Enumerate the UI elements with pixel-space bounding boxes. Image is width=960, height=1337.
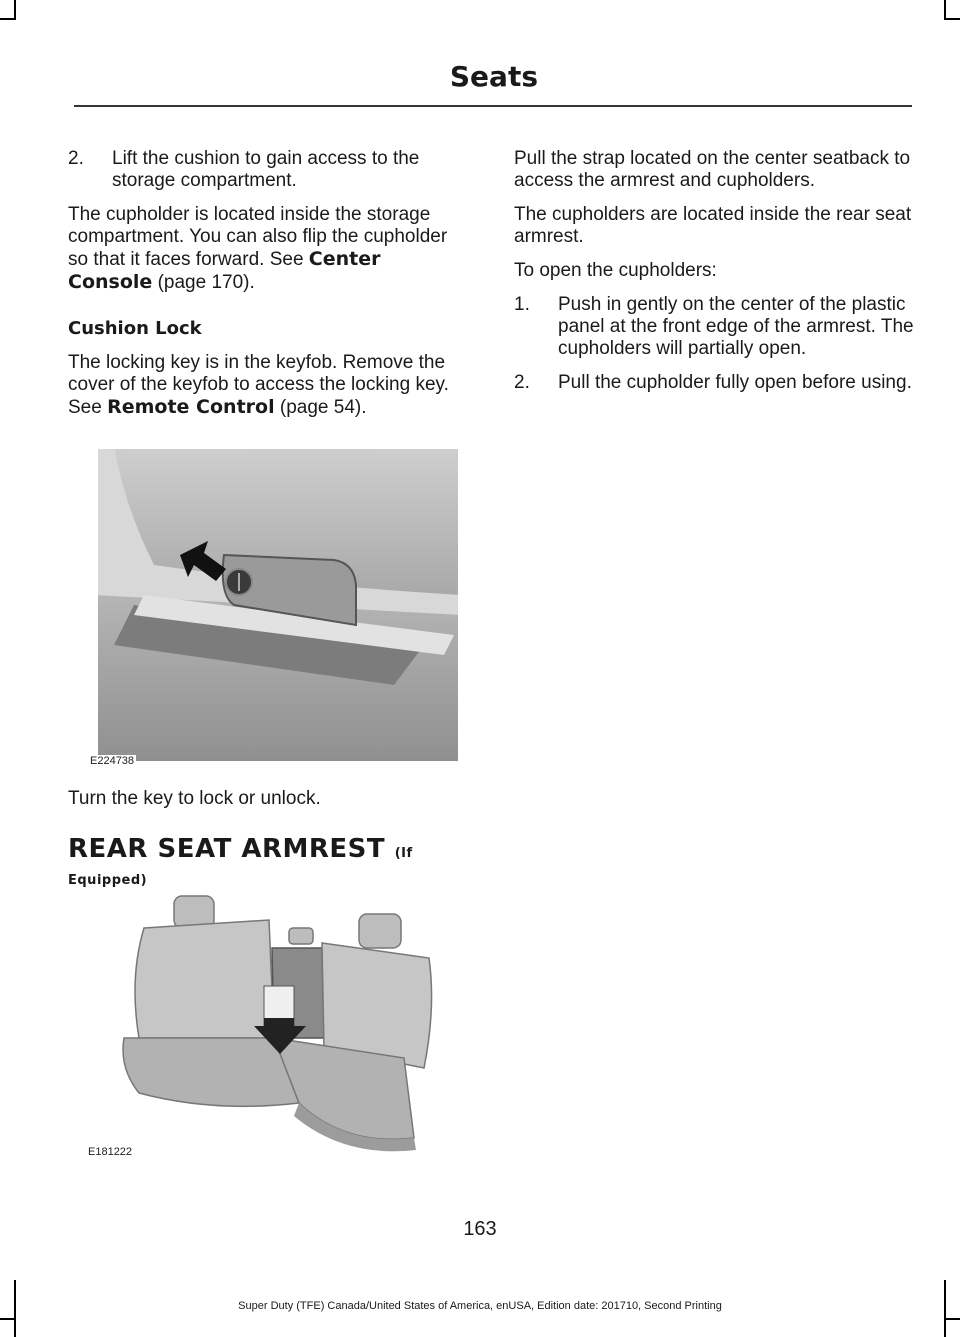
paragraph: To open the cupholders: bbox=[514, 260, 717, 281]
section-heading bbox=[68, 834, 468, 892]
crop-mark bbox=[944, 0, 946, 20]
cushion-lock-illustration bbox=[94, 445, 462, 765]
remote-control-link[interactable]: Remote Control bbox=[107, 396, 275, 418]
paragraph: The cupholders are located inside the rear seat armrest. bbox=[514, 204, 912, 247]
subheading: Cushion Lock bbox=[68, 318, 202, 339]
section-title: REAR SEAT ARMREST bbox=[68, 834, 386, 864]
list-text: Lift the cushion to gain access to the storage compartment. bbox=[112, 148, 420, 191]
cushion-lock-figure bbox=[90, 445, 462, 767]
section-qualifier: (If Equipped) bbox=[68, 846, 413, 888]
rear-seat-illustration bbox=[94, 888, 434, 1160]
crop-mark bbox=[0, 1318, 16, 1320]
text: The cupholder is located inside the storage compartment. You can also flip the cupholder so that it faces forward. See bbox=[68, 204, 448, 270]
text: (page 170). bbox=[152, 272, 255, 293]
page-title: Seats bbox=[449, 60, 538, 93]
left-column-lower bbox=[68, 788, 468, 892]
rear-seat-figure bbox=[88, 888, 434, 1160]
crop-mark bbox=[944, 18, 960, 20]
figure-id: E224738 bbox=[90, 755, 135, 767]
list-text: Pull the cupholder fully open before using. bbox=[558, 372, 912, 393]
paragraph bbox=[68, 352, 468, 419]
list-number: 2. bbox=[514, 372, 530, 393]
list-item bbox=[514, 294, 914, 360]
text: The locking key is in the keyfob. Remove the cover of the keyfob to access the locking key. See bbox=[68, 352, 449, 418]
paragraph bbox=[68, 204, 468, 294]
paragraph: Pull the strap located on the center seatback to access the armrest and cupholders. bbox=[514, 148, 911, 191]
figure-id: E181222 bbox=[88, 1146, 133, 1158]
list-item bbox=[514, 372, 914, 394]
page-number: 163 bbox=[463, 1218, 497, 1240]
header-rule bbox=[74, 105, 912, 107]
list-item bbox=[68, 148, 468, 192]
list-number: 2. bbox=[68, 148, 84, 169]
list-text: Push in gently on the center of the plastic panel at the front edge of the armrest. The cupholders will partially open. bbox=[558, 294, 914, 359]
paragraph: Turn the key to lock or unlock. bbox=[68, 788, 321, 809]
crop-mark bbox=[944, 1318, 960, 1320]
crop-mark bbox=[0, 18, 16, 20]
text: (page 54). bbox=[274, 397, 367, 418]
list-number: 1. bbox=[514, 294, 530, 315]
right-column bbox=[514, 148, 914, 406]
left-column bbox=[68, 148, 468, 431]
edition-line: Super Duty (TFE) Canada/United States of America, enUSA, Edition date: 201710, Second Printing bbox=[238, 1300, 722, 1312]
crop-mark bbox=[14, 0, 16, 20]
center-console-link[interactable]: Center Console bbox=[68, 248, 381, 293]
